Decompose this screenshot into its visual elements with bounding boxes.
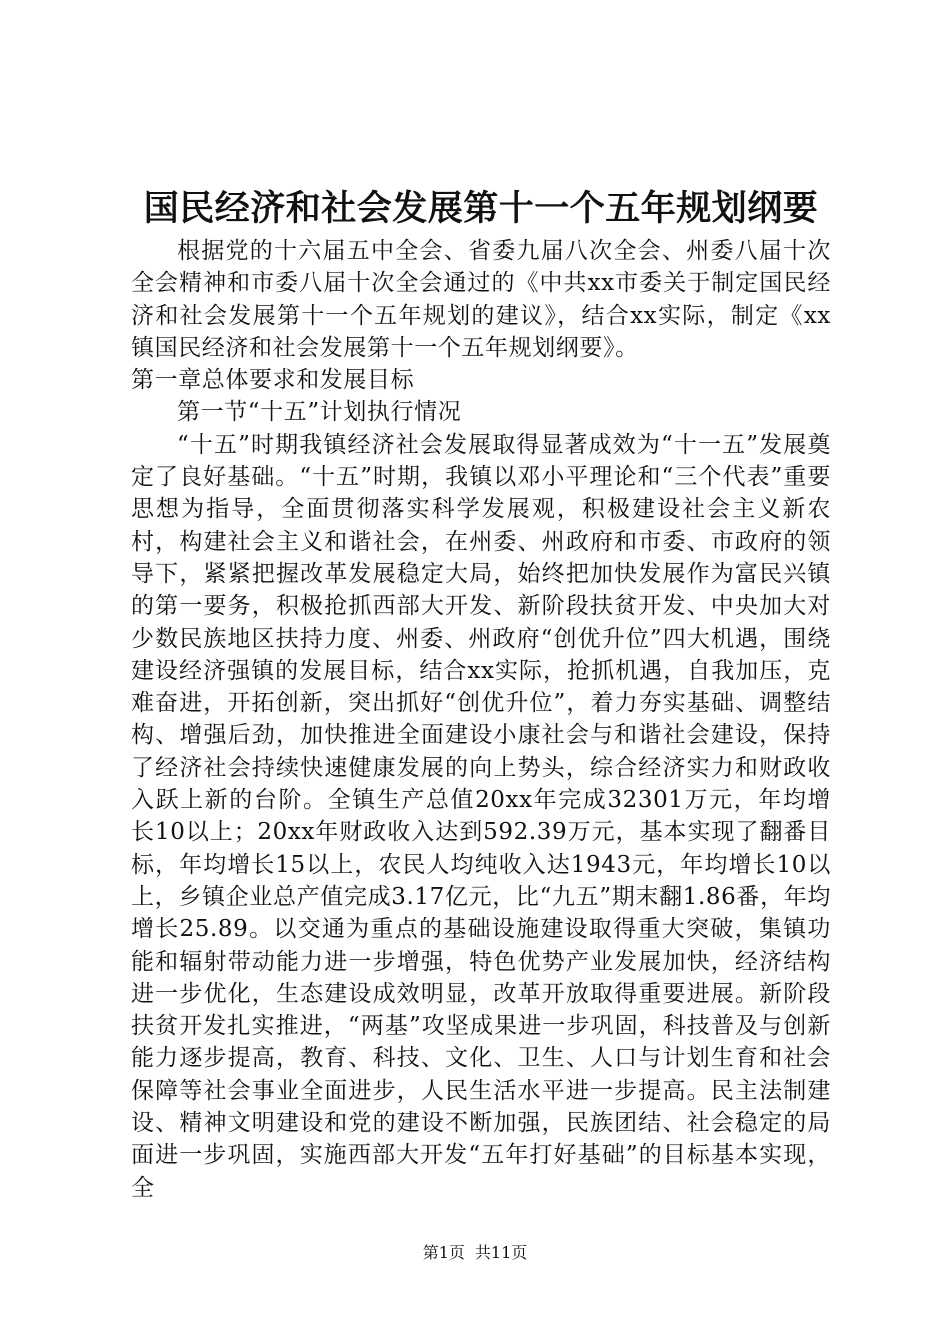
intro-paragraph: 根据党的十六届五中全会、省委九届八次全会、州委八届十次全会精神和市委八届十次全会通过的《中共xx市委关于制定国民经济和社会发展第十一个五年规划的建议》，结合xx实际，制定《xx镇国民经济和社会发展第十一个五年规划纲要》。 (131, 238, 831, 361)
page-number: 第1页 (422, 1243, 465, 1262)
document-body (131, 183, 831, 1204)
section-heading: 第一节“十五”计划执行情况 (177, 399, 462, 426)
chapter-heading: 第一章总体要求和发展目标 (131, 367, 415, 394)
document-title: 国民经济和社会发展第十一个五年规划纲要 (143, 188, 819, 229)
page-total: 共11页 (474, 1243, 528, 1262)
body-paragraph: “十五”时期我镇经济社会发展取得显著成效为“十一五”发展奠定了良好基础。“十五”时期，我镇以邓小平理论和“三个代表”重要思想为指导，全面贯彻落实科学发展观，积极建设社会主义新农村，构建社会主义和谐社会，在州委、州政府和市委、市政府的领导下，紧紧把握改革发展稳定大局，始终把加快发展作为富民兴镇的第一要务，积极抢抓西部大开发、新阶段扶贫开发、中央加大对少数民族地区扶持力度、州委、州政府“创优升位”四大机遇，围绕建设经济强镇的发展目标，结合xx实际，抢抓机遇，自我加压，克难奋进，开拓创新，突出抓好“创优升位”，着力夯实基础、调整结构、增强后劲，加快推进全面建设小康社会与和谐社会建设，保持了经济社会持续快速健康发展的向上势头，综合经济实力和财政收入跃上新的台阶。全镇生产总值20xx年完成32301万元，年均增长10以上；20xx年财政收入达到592.39万元，基本实现了翻番目标，年均增长15以上，农民人均纯收入达1943元，年均增长10以上，乡镇企业总产值完成3.17亿元，比“九五”期末翻1.86番，年均增长25.89。以交通为重点的基础设施建设取得重大突破，集镇功能和辐射带动能力进一步增强，特色优势产业发展加快，经济结构进一步优化，生态建设成效明显，改革开放取得重要进展。新阶段扶贫开发扎实推进，“两基”攻坚成果进一步巩固，科技普及与创新能力逐步提高，教育、科技、文化、卫生、人口与计划生育和社会保障等社会事业全面进步，人民生活水平进一步提高。民主法制建设、精神文明建设和党的建设不断加强，民族团结、社会稳定的局面进一步巩固，实施西部大开发“五年打好基础”的目标基本实现，全 (131, 431, 831, 1201)
page-footer (0, 1241, 950, 1265)
